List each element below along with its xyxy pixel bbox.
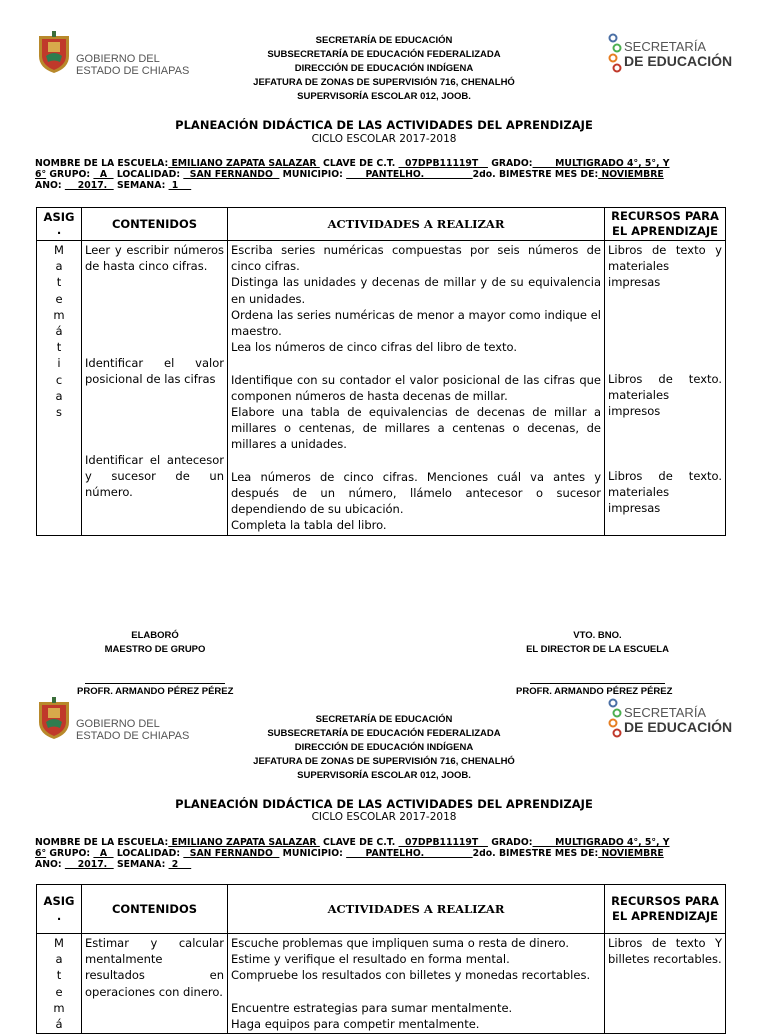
signature-line-right [530, 683, 665, 684]
signature-name-right: PROFR. ARMANDO PÉREZ PÉREZ [516, 686, 673, 697]
role-label: ELABORÓ [131, 630, 179, 641]
subject-cell [37, 934, 82, 1034]
activity-item: Haga equipos para competir mentalmente. [231, 1017, 480, 1031]
school-info-1 [35, 159, 733, 191]
semana-label: SEMANA: [116, 180, 166, 191]
subject-letter: i [57, 356, 61, 371]
school-label: NOMBRE DE LA ESCUELA: [35, 838, 169, 848]
localidad-label: LOCALIDAD: [116, 169, 181, 180]
municipio-label: MUNICIPIO: [282, 169, 343, 180]
resources-cell [605, 934, 726, 1034]
subject-letter: M [54, 243, 64, 257]
signature-line-left [85, 683, 225, 684]
activities-cell [228, 241, 605, 536]
anio-value: 2017. [64, 859, 114, 870]
sep-line2: DE EDUCACIÓN [624, 719, 733, 735]
resource-item: Libros de texto Y billetes recortables. [608, 936, 722, 967]
table-header-row [37, 208, 726, 241]
resource-item: Libros de texto. materiales impresos [608, 372, 722, 419]
localidad-value: SAN FERNANDO [183, 848, 280, 859]
activity-item: Ordena las series numéricas de menor a mayor como indique el maestro. [231, 307, 601, 339]
municipio-label: MUNICIPIO: [282, 848, 343, 859]
municipio-value: PANTELHÓ. [346, 848, 473, 859]
table-row [37, 934, 726, 1034]
school-label: NOMBRE DE LA ESCUELA: [35, 159, 169, 169]
activity-item: Encuentre estrategias para sumar mentalmente. [231, 1000, 513, 1015]
gov-line2: ESTADO DE CHIAPAS [76, 730, 190, 742]
header-line: SECRETARÍA DE EDUCACIÓN [315, 714, 453, 725]
doc-subtitle: CICLO ESCOLAR 2017-2018 [311, 811, 457, 823]
signature-right-role [515, 629, 680, 656]
subject-letter: t [56, 275, 62, 290]
cct-value: 07DPB11119T [398, 838, 488, 848]
resources-cell [605, 241, 726, 536]
subject-letter: m [53, 1000, 65, 1015]
doc-title: PLANEACIÓN DIDÁCTICA DE LAS ACTIVIDADES DEL APRENDIZAJE [175, 118, 593, 132]
semana-value: 1 [168, 180, 192, 191]
table-row [37, 241, 726, 536]
cct-label: CLAVE DE C.T. [323, 159, 396, 169]
grupo-value: A [93, 169, 114, 180]
activity-item: Completa la tabla del libro. [231, 518, 387, 533]
activity-item: Elabore una tabla de equivalencias de decenas de millar a millares o centenas, de millares a centenas o decenas, de millares a unidades. [231, 405, 601, 452]
content-item: Estimar y calcular mentalmente resultados en operaciones con dinero. [85, 936, 224, 999]
content-item: Leer y escribir números de hasta cinco cifras. [85, 243, 224, 274]
activity-item: Distinga las unidades y decenas de millar y de su equivalencia en unidades. [231, 275, 601, 306]
activities-cell [228, 934, 605, 1034]
bimestre-label: 2do. BIMESTRE MES DE: [472, 169, 599, 180]
col-actividades: ACTIVIDADES A REALIZAR [228, 885, 605, 934]
gov-line1: GOBIERNO DEL [76, 718, 160, 730]
bimestre-label: 2do. BIMESTRE MES DE: [472, 848, 599, 859]
resource-item: Libros de texto y materiales impresas [608, 243, 722, 290]
header-line: SUPERVISORÍA ESCOLAR 012, JOOB. [297, 770, 471, 781]
mes-value: NOVIEMBRE [598, 848, 664, 859]
content-item: Identificar el antecesor y sucesor de un número. [85, 453, 224, 500]
school-info-2 [35, 838, 733, 870]
school-value: EMILIANO ZAPATA SALAZAR [168, 838, 320, 848]
subject-letter: M [54, 936, 64, 950]
subject-letter: á [55, 323, 63, 338]
subject-letter: t [56, 968, 62, 983]
doc-title: PLANEACIÓN DIDÁCTICA DE LAS ACTIVIDADES DEL APRENDIZAJE [175, 797, 593, 811]
school-value: EMILIANO ZAPATA SALAZAR [168, 159, 320, 169]
plan-table-2 [36, 884, 726, 1034]
localidad-value: SAN FERNANDO [183, 169, 280, 180]
gov-line2: ESTADO DE CHIAPAS [76, 65, 190, 77]
role-label: MAESTRO DE GRUPO [104, 643, 206, 655]
sep-line1: SECRETARÍA [624, 705, 707, 720]
col-recursos: RECURSOS PARA EL APRENDIZAJE [605, 208, 726, 241]
table-header-row [37, 885, 726, 934]
content-item: Identificar el valor posicional de las cifras [85, 356, 224, 387]
cct-label: CLAVE DE C.T. [323, 838, 396, 848]
activity-item: Escuche problemas que impliquen suma o resta de dinero. [231, 936, 569, 950]
activity-item: Lea números de cinco cifras. Menciones cuál va antes y después de un número, llámelo antecesor o sucesor dependiendo de su ubicación. [231, 469, 601, 517]
subject-letter: á [55, 1016, 63, 1031]
grupo-value: A [93, 848, 114, 859]
anio-value: 2017. [64, 180, 114, 191]
subject-letter: m [53, 307, 65, 322]
cct-value: 07DPB11119T [398, 159, 488, 169]
header-line: SUPERVISORÍA ESCOLAR 012, JOOB. [297, 91, 471, 102]
mes-value: NOVIEMBRE [598, 169, 664, 180]
subject-letter: e [55, 291, 63, 306]
semana-value: 2 [168, 859, 192, 870]
activity-item: Estime y verifique el resultado en forma mental. [231, 952, 510, 967]
col-asig: ASIG . [37, 208, 82, 241]
grado-value2: 6° [35, 848, 47, 859]
col-contenidos: CONTENIDOS [82, 208, 228, 241]
contents-cell [82, 934, 228, 1034]
signature-left-role [80, 629, 230, 656]
subject-cell [37, 241, 82, 536]
activity-item: Compruebe los resultados con billetes y monedas recortables. [231, 968, 591, 983]
header-line: DIRECCIÓN DE EDUCACIÓN INDÍGENA [294, 63, 474, 74]
gov-line1: GOBIERNO DEL [76, 53, 160, 65]
grado-label: GRADO: [491, 159, 533, 169]
semana-label: SEMANA: [116, 859, 166, 870]
subject-letter: t [56, 340, 62, 355]
col-actividades: ACTIVIDADES A REALIZAR [228, 208, 605, 241]
signature-name-left: PROFR. ARMANDO PÉREZ PÉREZ [77, 686, 234, 697]
localidad-label: LOCALIDAD: [116, 848, 181, 859]
activity-item: Lea los números de cinco cifras del libro de texto. [231, 340, 518, 355]
header-line: SUBSECRETARÍA DE EDUCACIÓN FEDERALIZADA [267, 728, 501, 739]
header-line: SECRETARÍA DE EDUCACIÓN [315, 35, 453, 46]
subject-letter: c [55, 372, 63, 387]
col-contenidos: CONTENIDOS [82, 885, 228, 934]
doc-subtitle: CICLO ESCOLAR 2017-2018 [311, 133, 457, 145]
header-line: DIRECCIÓN DE EDUCACIÓN INDÍGENA [294, 742, 474, 753]
subject-letter: e [55, 984, 63, 999]
grupo-label: GRUPO: [49, 848, 91, 859]
subject-letter: a [55, 259, 63, 274]
sep-line1: SECRETARÍA [624, 39, 707, 54]
subject-letter: s [56, 404, 62, 419]
role-label: VTO. BNO. [573, 630, 622, 641]
role-label: EL DIRECTOR DE LA ESCUELA [526, 643, 669, 655]
activity-item: Escriba series numéricas compuestas por seis números de cinco cifras. [231, 243, 601, 274]
subject-letter: a [55, 952, 63, 967]
grado-value2: 6° [35, 169, 47, 180]
header-line: JEFATURA DE ZONAS DE SUPERVISIÓN 716, CHENALHÓ [253, 77, 515, 88]
activity-item: Identifique con su contador el valor posicional de las cifras que componen números de hasta decenas de millar. [231, 372, 601, 403]
grado-value: MULTIGRADO 4°, 5°, Y [532, 838, 670, 848]
subject-letter: a [55, 388, 63, 403]
header-line: JEFATURA DE ZONAS DE SUPERVISIÓN 716, CHENALHÓ [253, 756, 515, 767]
municipio-value: PANTELHÓ. [346, 169, 473, 180]
col-asig: ASIG . [37, 885, 82, 934]
anio-label: AÑO: [35, 859, 62, 870]
grado-value: MULTIGRADO 4°, 5°, Y [532, 159, 670, 169]
header-line: SUBSECRETARÍA DE EDUCACIÓN FEDERALIZADA [267, 49, 501, 60]
contents-cell [82, 241, 228, 536]
grupo-label: GRUPO: [49, 169, 91, 180]
anio-label: AÑO: [35, 180, 62, 191]
plan-table-1 [36, 207, 726, 536]
col-recursos: RECURSOS PARA EL APRENDIZAJE [605, 885, 726, 934]
sep-line2: DE EDUCACIÓN [624, 53, 733, 69]
grado-label: GRADO: [491, 838, 533, 848]
resource-item: Libros de texto. materiales impresas [608, 469, 722, 516]
